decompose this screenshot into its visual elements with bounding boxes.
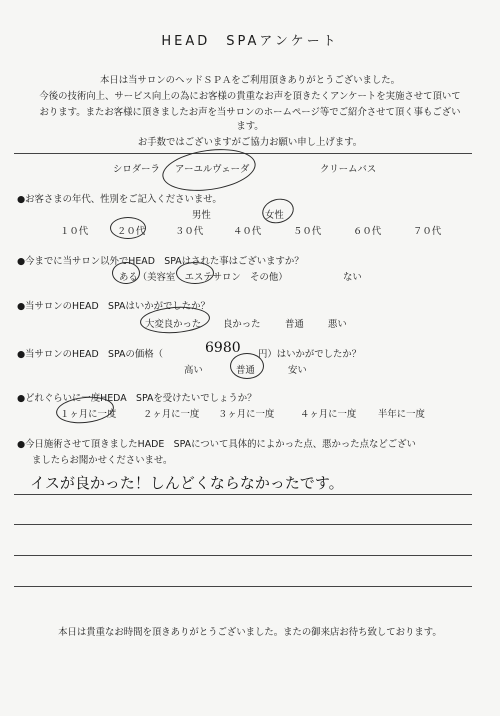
age-option[interactable]: ５０代 [293,226,322,237]
handwritten-answer[interactable]: イスが良かった！しんどくならなかったです。 [30,474,344,492]
question-frequency: ●どれぐらいに一度HEDA SPAを受けたいでしょうか？ [17,393,257,404]
question-feedback: ●今日施術させて頂きましたHADE SPAについて具体的によかった点、悪かった点などござい [17,439,416,450]
intro-line: お手数ではございますがご協力お願い申し上げます。 [137,137,363,148]
selection-circle [110,217,146,239]
question-satisfaction: ●当サロンのHEAD SPAはいかがでしたか？ [17,301,210,312]
question-price-suffix: 円）はいかがでしたか？ [258,349,362,360]
satisfaction-option[interactable]: 大変良かった [145,319,202,330]
selection-circle [160,144,259,197]
experience-no[interactable]: ない [343,272,362,283]
frequency-option[interactable]: １ヶ月に一度 [60,409,117,420]
age-option[interactable]: ３０代 [175,226,204,237]
satisfaction-option[interactable]: 良かった [223,319,261,330]
question-feedback-cont: ましたらお聞かせくださいませ。 [32,455,173,466]
question-age-gender: ●お客さまの年代、性別をご記入くださいませ。 [17,194,222,205]
age-option[interactable]: ４０代 [233,226,262,237]
answer-line [14,524,472,525]
intro-line: 今後の技術向上、サービス向上の為にお客様の貴重なお声を頂きたくアンケートを実施させて頂いて [39,91,461,102]
frequency-option[interactable]: ２ヶ月に一度 [143,409,200,420]
age-option[interactable]: １０代 [60,226,89,237]
question-experience: ●今までに当サロン以外でHEAD SPAはされた事はございますか？ [17,256,304,267]
experience-yes[interactable]: ある（美容室 エステサロン その他） [119,272,288,283]
footer-thanks: 本日は貴重なお時間を頂きありがとうございました。またの御来店お待ち致しております。 [58,627,442,638]
age-option[interactable]: ２０代 [117,226,146,237]
intro-line: 本日は当サロンのヘッドＳＰＡをご利用頂きありがとうございました。 [99,75,400,86]
frequency-option[interactable]: ４ヶ月に一度 [300,409,357,420]
age-option[interactable]: ６０代 [353,226,382,237]
spa-option[interactable]: シロダーラ [113,164,160,175]
intro-line: ます。 [236,121,264,132]
selection-circle [230,353,264,379]
age-option[interactable]: ７０代 [413,226,442,237]
handwritten-price: 6980 [205,340,241,356]
price-option[interactable]: 高い [184,365,203,376]
satisfaction-option[interactable]: 普通 [285,319,304,330]
gender-female[interactable]: 女性 [265,210,284,221]
survey-title: HEAD SPAアンケート [161,34,339,49]
answer-line [14,586,472,587]
answer-line [14,494,472,495]
answer-line [14,555,472,556]
selection-circle [112,262,140,284]
price-option[interactable]: 普通 [236,365,255,376]
satisfaction-option[interactable]: 悪い [328,319,347,330]
price-option[interactable]: 安い [288,365,307,376]
spa-option[interactable]: アーユルヴェーダ [175,164,250,175]
intro-line: おります。またお客様に頂きましたお声を当サロンのホームページ等でご紹介させて頂く事もござい [39,107,461,118]
frequency-option[interactable]: ３ヶ月に一度 [218,409,275,420]
frequency-option[interactable]: 半年に一度 [378,409,425,420]
gender-male[interactable]: 男性 [192,210,211,221]
selection-circle [176,262,214,284]
spa-option[interactable]: クリームバス [320,164,377,175]
question-price-prefix: ●当サロンのHEAD SPAの価格（ [17,349,163,360]
selection-circle [259,195,296,226]
